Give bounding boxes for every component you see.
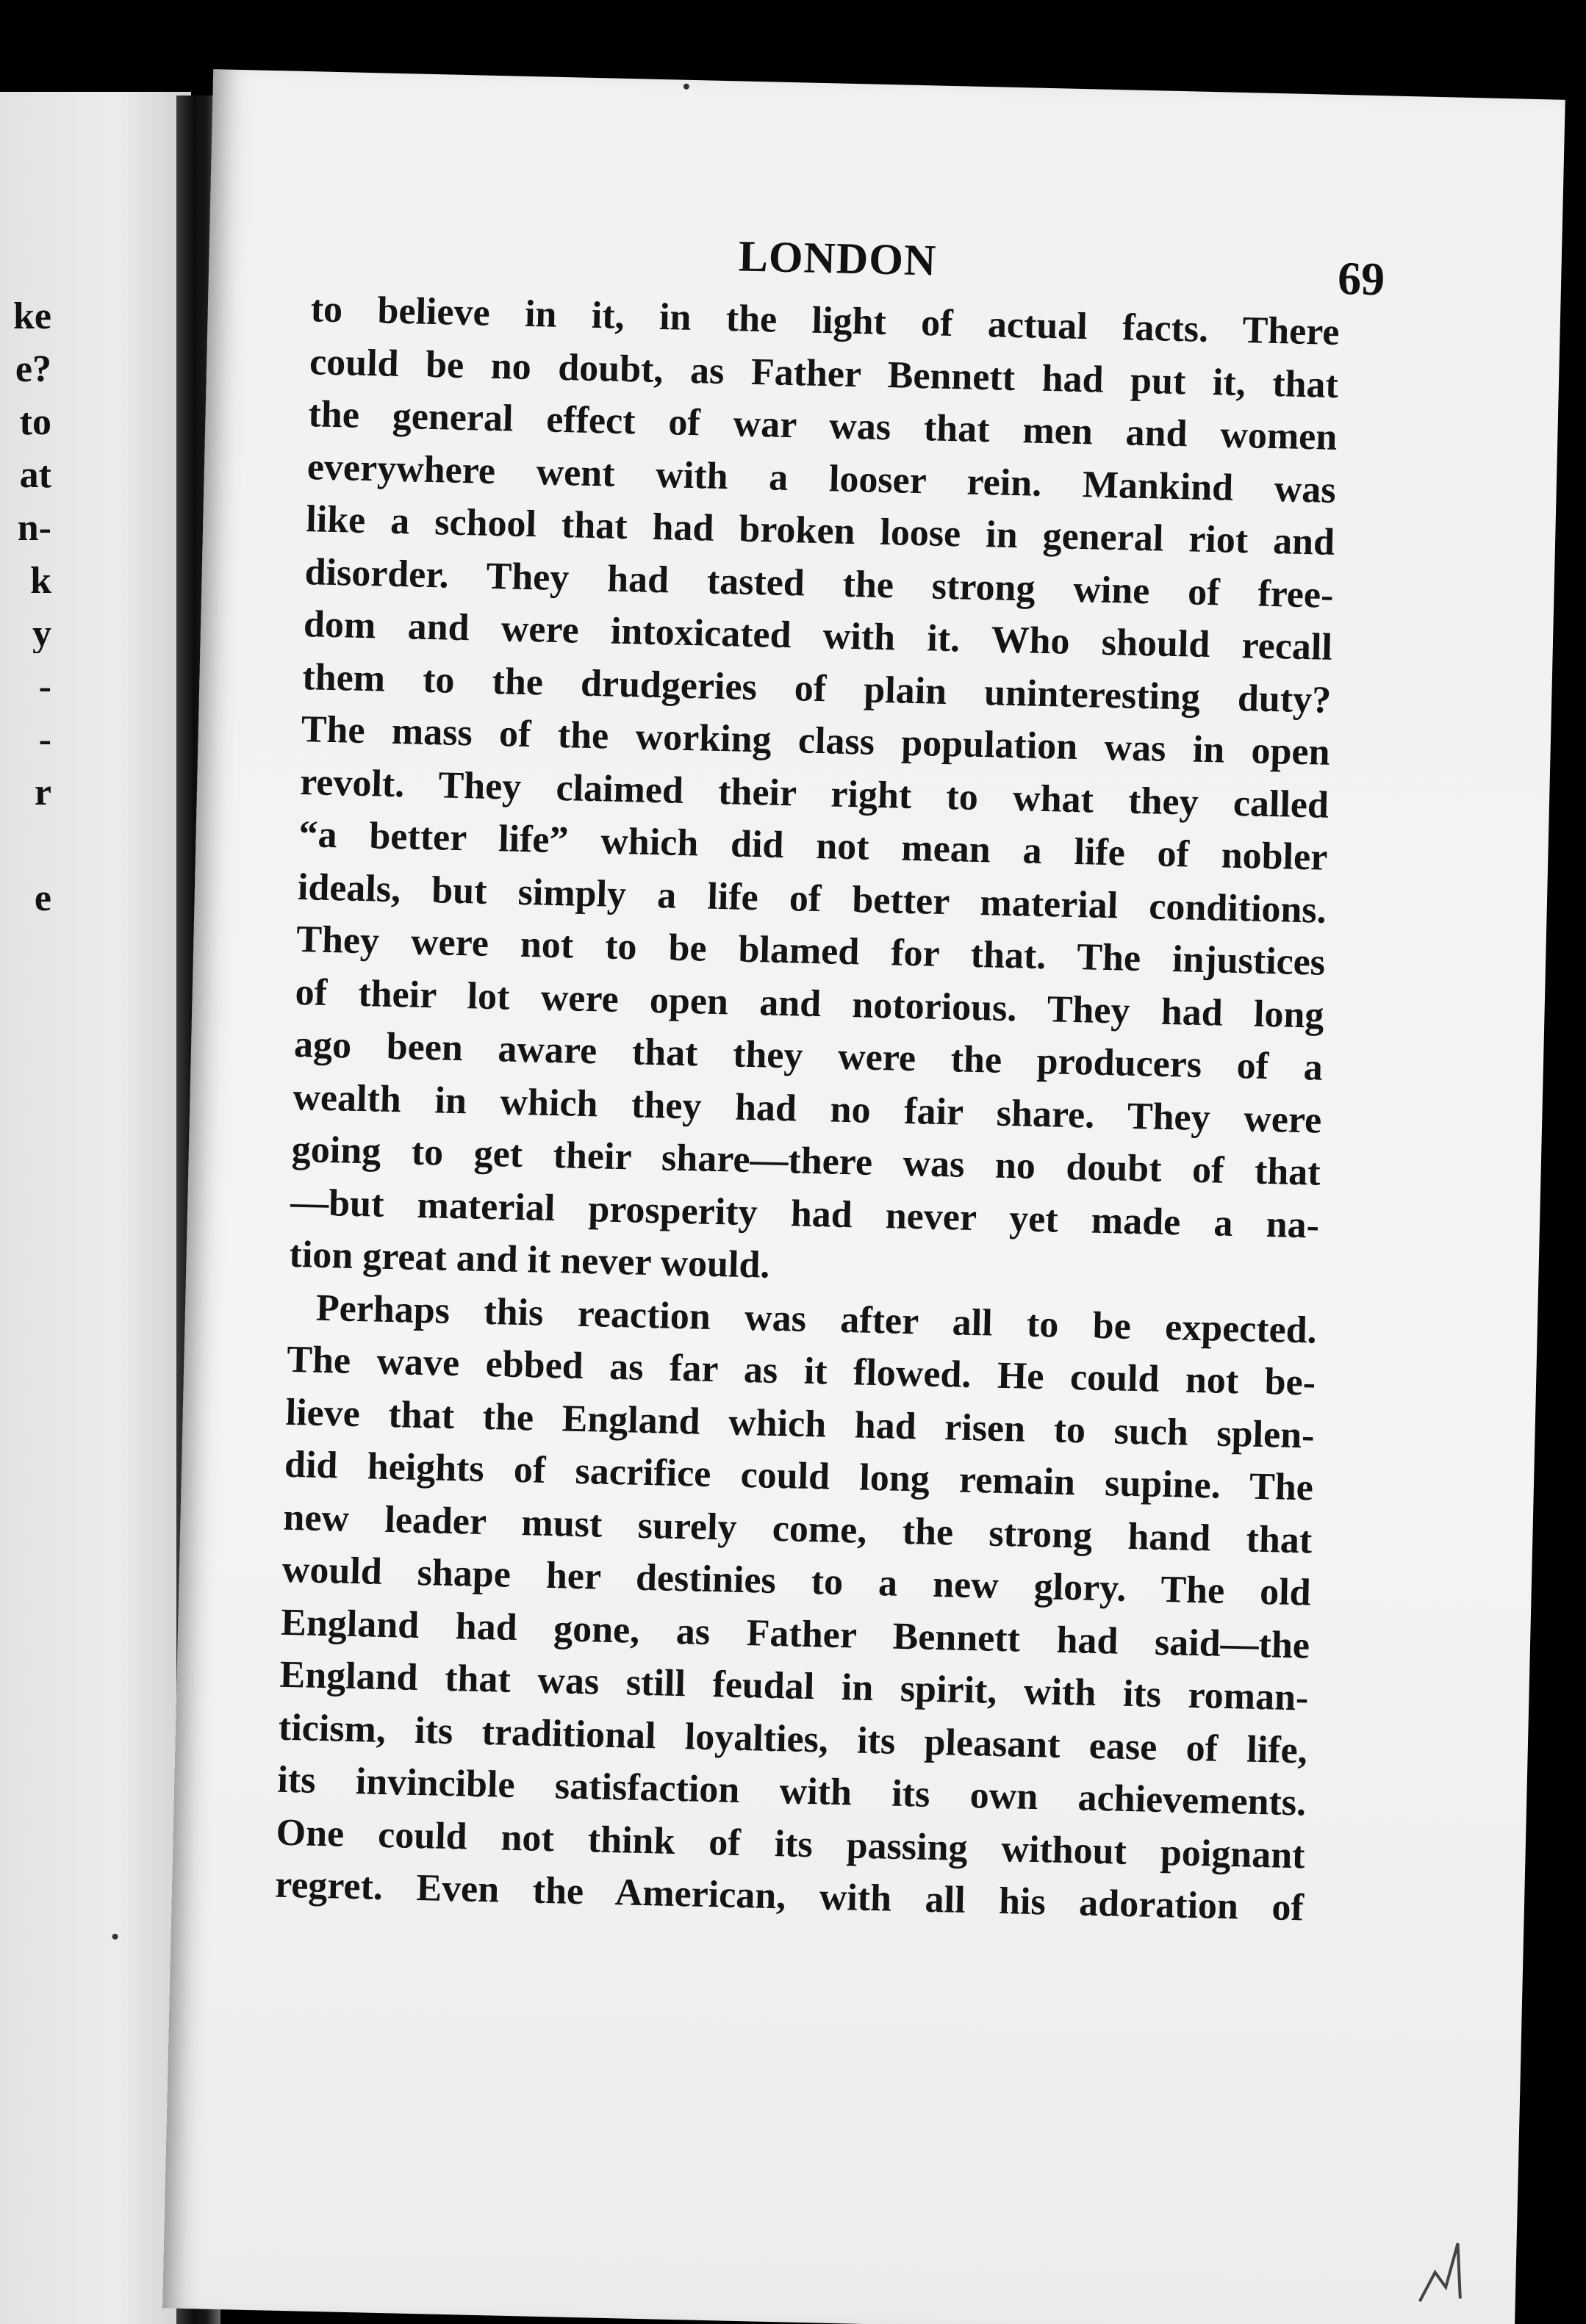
text-line: ideals, but simply a life of better material conditions. bbox=[297, 866, 1327, 932]
text-line: England that was still feudal in spirit, with its roman- bbox=[279, 1653, 1309, 1719]
text-line: going to get their share—there was no doubt of that bbox=[291, 1128, 1321, 1194]
text-line: England had gone, as Father Bennett had said—the bbox=[280, 1601, 1310, 1667]
text-line: wealth in which they had no fair share. They were bbox=[292, 1076, 1322, 1142]
text-line: Perhaps this reaction was after all to be expected. bbox=[315, 1287, 1318, 1352]
left-fragment: e bbox=[34, 879, 51, 918]
text-line: the general effect of war was that men and women bbox=[307, 393, 1338, 458]
left-fragment: y bbox=[32, 615, 51, 653]
left-facing-page bbox=[0, 92, 191, 2324]
text-line: revolt. They claimed their right to what they called bbox=[299, 760, 1330, 827]
text-line: tion great and it never would. bbox=[289, 1233, 771, 1287]
left-fragment: - bbox=[38, 721, 51, 759]
text-line: them to the drudgeries of plain uninteresting duty? bbox=[301, 655, 1332, 722]
page-number: 69 bbox=[1337, 251, 1385, 306]
left-fragment: e? bbox=[15, 350, 51, 389]
left-page-text-fragments bbox=[0, 92, 191, 1120]
text-line: lieve that the England which had risen to such splen- bbox=[285, 1391, 1316, 1457]
text-line: new leader must surely come, the strong hand that bbox=[282, 1496, 1313, 1562]
paper-specks bbox=[213, 69, 1565, 100]
text-line: regret. Even the American, with all his adoration of bbox=[274, 1863, 1305, 1929]
left-fragment: k bbox=[30, 562, 51, 600]
text-line: —but material prosperity had never yet made a na- bbox=[290, 1181, 1320, 1247]
text-line: everywhere went with a looser rein. Mankind was bbox=[306, 445, 1337, 511]
text-line: ago been aware that they were the producers of a bbox=[293, 1023, 1324, 1089]
corner-mark-stroke bbox=[1420, 2242, 1462, 2302]
text-line: ticism, its traditional loyalties, its pleasant ease of life, bbox=[278, 1706, 1308, 1771]
text-line: disorder. They had tasted the strong wine of free- bbox=[304, 550, 1335, 616]
text-line: dom and were intoxicated with it. Who should recall bbox=[303, 603, 1333, 669]
main-page bbox=[162, 69, 1565, 2324]
text-line: of their lot were open and notorious. They had long bbox=[295, 971, 1325, 1037]
text-line: “a better life” which did not mean a life of nobler bbox=[298, 813, 1328, 879]
left-fragment: at bbox=[19, 456, 51, 494]
text-line: its invincible satisfaction with its own achievements. bbox=[276, 1758, 1307, 1824]
text-line: to believe in it, in the light of actual facts. There bbox=[310, 288, 1341, 353]
left-fragment: n- bbox=[17, 509, 51, 547]
left-fragment: ke bbox=[13, 298, 51, 336]
page-title: LONDON bbox=[738, 231, 938, 285]
left-fragment: - bbox=[38, 668, 51, 706]
text-line: like a school that had broken loose in general riot and bbox=[305, 498, 1335, 564]
text-line: would shape her destinies to a new glory. The old bbox=[281, 1548, 1312, 1614]
text-line: could be no doubt, as Father Bennett had put it, that bbox=[309, 340, 1339, 406]
text-line: did heights of sacrifice could long remain supine. The bbox=[284, 1443, 1314, 1509]
corner-handwritten-mark bbox=[1413, 2228, 1473, 2310]
body-text bbox=[274, 283, 1340, 1935]
text-line: The wave ebbed as far as it flowed. He could not be- bbox=[286, 1338, 1316, 1404]
left-fragment: r bbox=[34, 774, 51, 812]
text-line: The mass of the working class population was in open bbox=[301, 708, 1331, 774]
paper-speck bbox=[683, 84, 689, 90]
left-fragment: to bbox=[19, 403, 51, 442]
text-line: They were not to be blamed for that. The injustices bbox=[295, 918, 1326, 984]
text-line: One could not think of its passing without poignant bbox=[276, 1811, 1306, 1877]
